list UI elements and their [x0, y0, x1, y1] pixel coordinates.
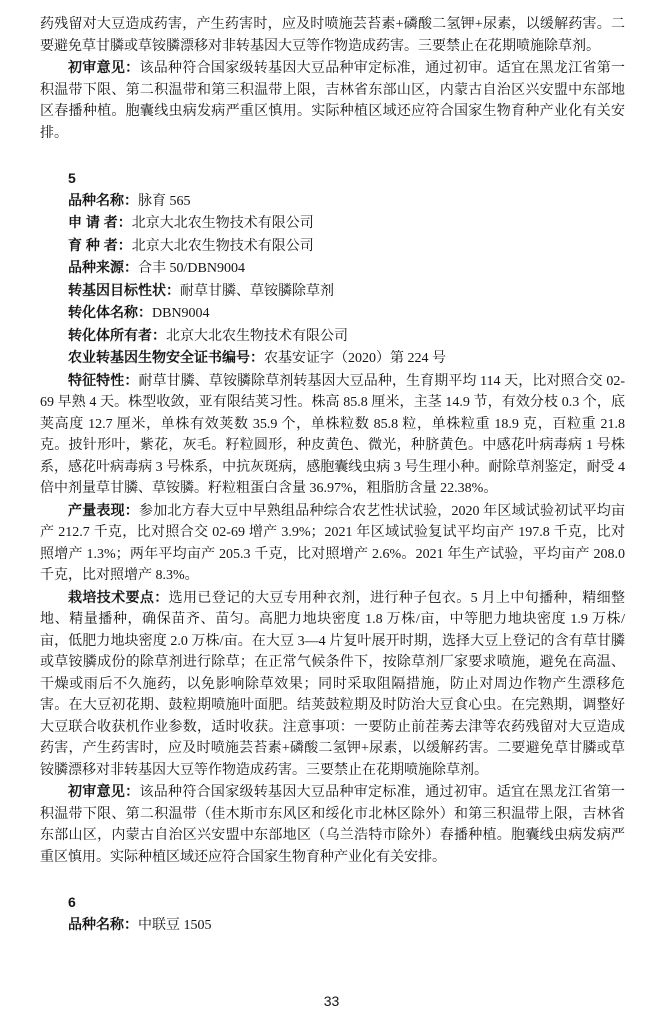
cultivation-points-label: 栽培技术要点： [68, 588, 169, 605]
field-variety-name-6-label: 品种名称： [68, 915, 138, 932]
preliminary-review-2-text: 该品种符合国家级转基因大豆品种审定标准，通过初审。适宜在黑龙江省第一积温带下限、第二积温带（佳木斯市东风区和绥化市北林区除外）和第三积温带上限，吉林省东部山区，内蒙古自治区兴安盟中东部地区（乌兰浩特市除外）春播种植。胞囊线虫病发病严重区慎用。实际种植区域还应符合国家生物育种产业化有关安排。 [40, 785, 626, 865]
characteristics-label: 特征特性： [68, 371, 139, 388]
yield-performance-text: 参加北方春大豆中早熟组品种综合农艺性状试验，2020 年区域试验初试平均亩产 212.7 千克，比对照合交 02-69 增产 3.9%；2021 年区域试验复试平均亩产 197.8 千克，比对照增产 1.3%；两年平均亩产 205.3 千克，比对照增产 2.6%。2021 年生产试验，平均亩产 208.0 千克，比对照增产 8.3%。 [40, 503, 626, 583]
field-target-trait [40, 280, 625, 303]
field-safety-certificate-value: 农基安证字（2020）第 224 号 [264, 351, 446, 366]
page-number: 33 [323, 992, 340, 1009]
field-target-trait-value: 耐草甘膦、草铵膦除草剂 [180, 283, 334, 299]
cultivation-points-text: 选用已登记的大豆专用种衣剂，进行种子包衣。5 月上中旬播种，精细整地、精量播种，确保苗齐、苗匀。高肥力地块密度 1.8 万株/亩，中等肥力地块密度 1.9 万株/亩，低肥力地块密度 2.0 万株/亩。在大豆 3—4 片复叶展开时期，选择大豆上登记的含有草甘膦或草铵膦成份的除草剂进行除草；在正常气候条件下，按除草剂厂家要求喷施，避免在高温、干燥或雨后不久施药，以免影响除草效果；同时采取阻隔措施，防止对周边作物产生漂移危害。在大豆初花期、鼓粒期喷施叶面肥。结荚鼓粒期及时防治大豆食心虫。在完熟期，调整好大豆联合收获机作业参数，适时收获。注意事项：一要防止前茬莠去津等农药残留对大豆造成药害，产生药害时，应及时喷施芸苔素+磷酸二氢钾+尿素，以缓解药害。二要避免草甘膦或草铵膦漂移对非转基因大豆等作物造成药害。三要禁止在花期喷施除草剂。 [40, 590, 625, 778]
characteristics-text: 耐草甘膦、草铵膦除草剂转基因大豆品种，生育期平均 114 天，比对照合交 02-69 早熟 4 天。株型收敛，亚有限结荚习性。株高 85.8 厘米，主茎 14.9 节，有效分枝 0.3 个，底荚高度 12.7 厘米，单株有效荚数 35.9 个，单株粒数 85.8 粒，单株粒重 18.9 克，百粒重 21.8 克。披针形叶，紫花，灰毛。籽粒圆形，种皮黄色、微光，种脐黄色。中感花叶病毒病 1 号株系，感花叶病毒病 3 号株系，中抗灰斑病，感胞囊线虫病 3 号生理小种。耐除草剂鉴定，耐受 4 倍中剂量草甘膦、草铵膦。籽粒粗蛋白含量 36.97%，粗脂肪含量 22.38%。 [40, 373, 625, 496]
paragraph-preliminary-review-2 [40, 781, 625, 868]
field-event-name-label: 转化体名称： [68, 304, 152, 320]
yield-performance-label: 产量表现： [68, 501, 140, 518]
field-applicant [40, 212, 625, 235]
field-event-name-value: DBN9004 [152, 306, 210, 321]
field-variety-name [40, 190, 625, 213]
paragraph-yield-performance [40, 500, 625, 587]
entry-5-number: 5 [68, 170, 76, 186]
paragraph-cultivation-points [40, 587, 625, 782]
field-breeder-value: 北京大北农生物技术有限公司 [131, 238, 314, 254]
field-variety-source [40, 257, 625, 280]
paragraph-preliminary-review-1 [40, 57, 625, 144]
preliminary-review-1-text: 该品种符合国家级转基因大豆品种审定标准，通过初审。适宜在黑龙江省第一积温带下限、第二积温带和第三积温带上限，吉林省东部山区，内蒙古自治区兴安盟中东部地区春播种植。胞囊线虫病发病严重区慎用。实际种植区域还应符合国家生物育种产业化有关安排。 [40, 61, 626, 141]
field-variety-name-6-value: 中联豆 1505 [138, 917, 212, 933]
field-event-name [40, 302, 625, 325]
field-target-trait-label: 转基因目标性状： [68, 281, 180, 298]
field-event-owner-label: 转化体所有者： [68, 326, 166, 343]
field-breeder [40, 235, 625, 258]
field-safety-certificate [40, 347, 625, 370]
preliminary-review-2-label: 初审意见： [68, 783, 140, 799]
field-applicant-value: 北京大北农生物技术有限公司 [131, 216, 314, 231]
field-variety-name-6 [40, 914, 625, 937]
preliminary-review-1-label: 初审意见： [68, 59, 140, 75]
paragraph-continuation: 药残留对大豆造成药害，产生药害时，应及时喷施芸苔素+磷酸二氢钾+尿素，以缓解药害。二要避免草甘膦或草铵膦漂移对非转基因大豆等作物造成药害。三要禁止在花期喷施除草剂。 [40, 17, 625, 54]
field-variety-name-label: 品种名称： [68, 191, 138, 208]
field-variety-name-value: 脉育 565 [138, 193, 191, 209]
field-safety-certificate-label: 农业转基因生物安全证书编号： [68, 349, 264, 365]
field-variety-source-label: 品种来源： [68, 259, 138, 275]
field-event-owner-value: 北京大北农生物技术有限公司 [166, 328, 348, 344]
field-variety-source-value: 合丰 50/DBN9004 [138, 261, 245, 276]
field-breeder-label: 育 种 者： [68, 236, 132, 253]
field-event-owner [40, 325, 625, 348]
entry-6-number: 6 [68, 894, 76, 910]
paragraph-characteristics [40, 370, 625, 500]
field-applicant-label: 申 请 者： [68, 214, 132, 230]
